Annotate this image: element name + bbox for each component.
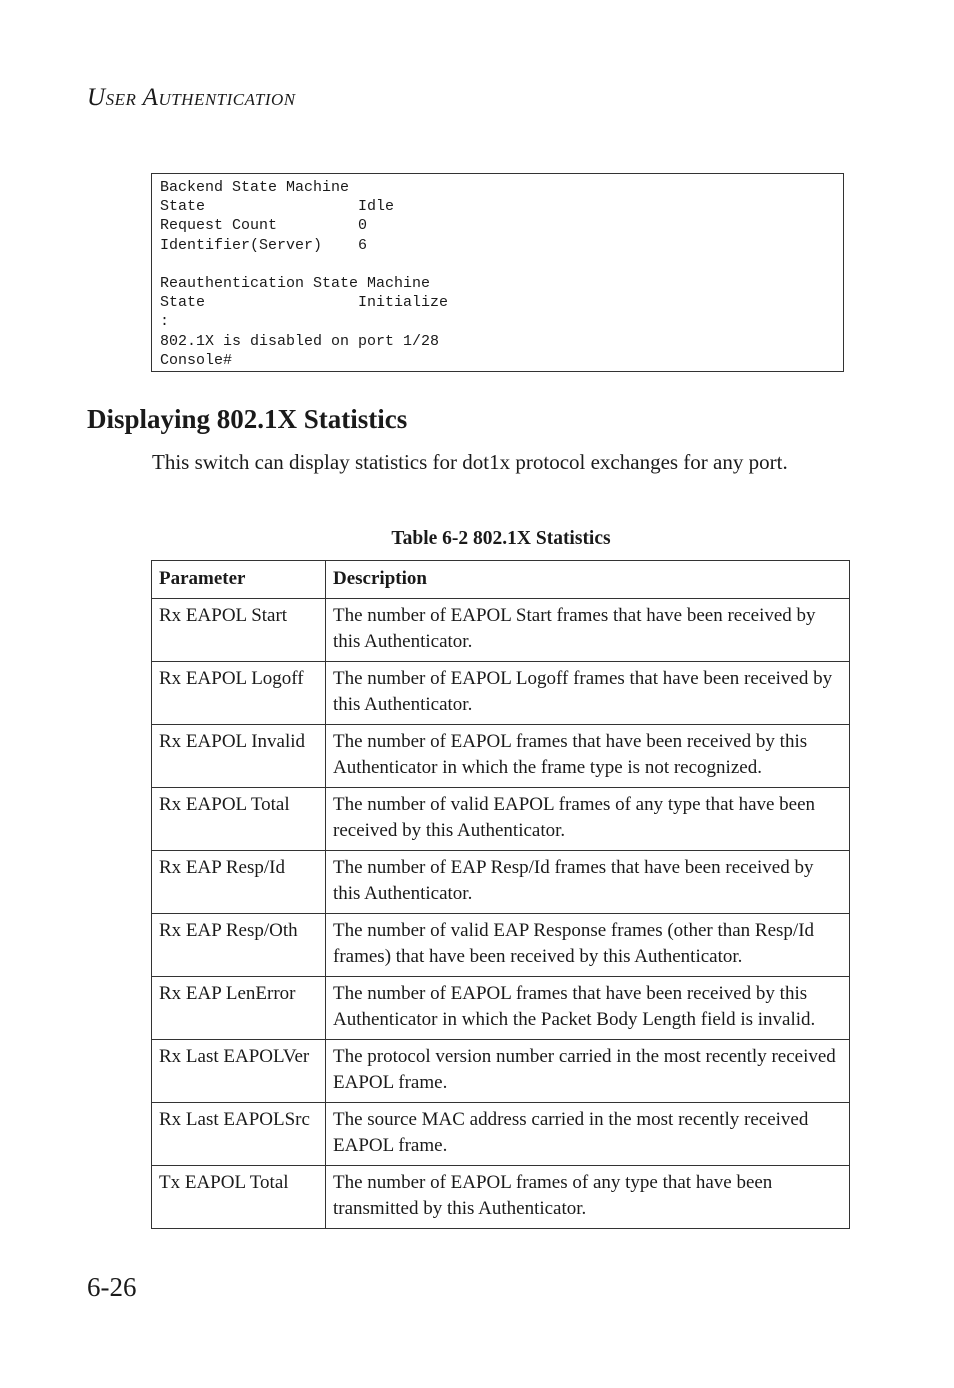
parameter-cell: Rx Last EAPOLVer	[152, 1039, 326, 1102]
code-line: Backend State Machine	[160, 179, 350, 196]
description-cell: The number of valid EAPOL frames of any type that have been received by this Authenticator.	[326, 787, 850, 850]
table-row	[152, 1039, 850, 1102]
table-row	[152, 661, 850, 724]
table-row	[152, 724, 850, 787]
table-row	[152, 787, 850, 850]
running-head-initial-2: A	[142, 84, 159, 111]
code-line: State Initialize	[160, 294, 449, 312]
parameter-cell: Rx EAP LenError	[152, 976, 326, 1039]
code-line: 802.1X is disabled on port 1/28	[160, 332, 440, 350]
table-row	[152, 850, 850, 913]
description-cell: The protocol version number carried in the most recently received EAPOL frame.	[326, 1039, 850, 1102]
table-header-row	[152, 561, 850, 599]
code-line: :	[160, 313, 170, 331]
table-row	[152, 598, 850, 661]
parameter-cell: Tx EAPOL Total	[152, 1165, 326, 1228]
table-row	[152, 976, 850, 1039]
console-output-block	[151, 173, 844, 372]
description-cell: The number of EAPOL frames that have been received by this Authenticator in which the frame type is not recognized.	[326, 724, 850, 787]
running-head-rest-1: SER	[105, 90, 137, 109]
code-line: State Idle	[160, 198, 395, 216]
parameter-cell: Rx EAPOL Invalid	[152, 724, 326, 787]
description-cell: The number of EAPOL Start frames that have been received by this Authenticator.	[326, 598, 850, 661]
code-line: Reauthentication State Machine	[160, 275, 431, 293]
parameter-cell: Rx EAPOL Start	[152, 598, 326, 661]
parameter-cell: Rx Last EAPOLSrc	[152, 1102, 326, 1165]
table-row	[152, 1102, 850, 1165]
section-intro: This switch can display statistics for dot1x protocol exchanges for any port.	[152, 450, 788, 474]
parameter-cell: Rx EAP Resp/Oth	[152, 913, 326, 976]
code-line: Console#	[160, 351, 233, 369]
description-cell: The number of EAPOL frames that have been received by this Authenticator in which the Packet Body Length field is invalid.	[326, 976, 850, 1039]
description-cell: The number of valid EAP Response frames (other than Resp/Id frames) that have been received by this Authenticator.	[326, 913, 850, 976]
running-head	[87, 84, 296, 112]
description-cell: The number of EAPOL frames of any type that have been transmitted by this Authenticator.	[326, 1165, 850, 1228]
header-parameter: Parameter	[152, 561, 326, 599]
description-cell: The number of EAP Resp/Id frames that have been received by this Authenticator.	[326, 850, 850, 913]
table-row	[152, 913, 850, 976]
parameter-cell: Rx EAPOL Logoff	[152, 661, 326, 724]
section-title: Displaying 802.1X Statistics	[87, 404, 408, 434]
parameter-cell: Rx EAP Resp/Id	[152, 850, 326, 913]
parameter-cell: Rx EAPOL Total	[152, 787, 326, 850]
code-line: Identifier(Server) 6	[160, 236, 368, 254]
description-cell: The source MAC address carried in the most recently received EAPOL frame.	[326, 1102, 850, 1165]
page-number: 6-26	[87, 1272, 137, 1302]
running-head-initial-1: U	[87, 84, 106, 111]
running-head-rest-2: UTHENTICATION	[158, 90, 296, 109]
table-caption: Table 6-2 802.1X Statistics	[391, 528, 611, 549]
code-line: Request Count 0	[160, 217, 368, 235]
statistics-table	[151, 560, 850, 1229]
table-row	[152, 1165, 850, 1228]
description-cell: The number of EAPOL Logoff frames that have been received by this Authenticator.	[326, 661, 850, 724]
header-description: Description	[326, 561, 850, 599]
